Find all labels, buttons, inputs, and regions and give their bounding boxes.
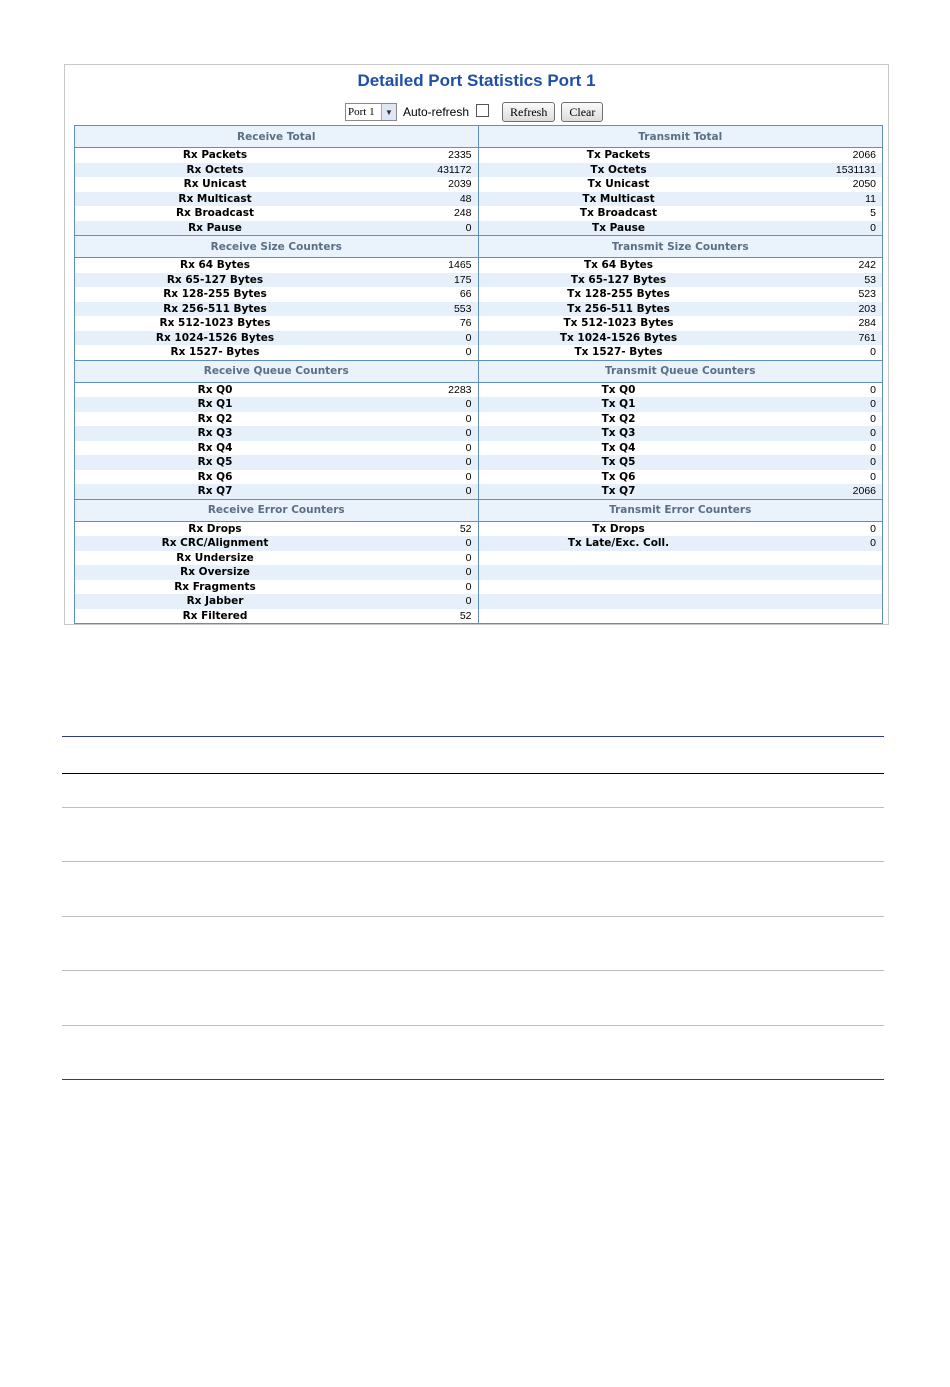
auto-refresh-label: Auto-refresh	[403, 105, 470, 119]
table-row-rule	[62, 916, 884, 917]
stat-label: Rx 64 Bytes	[179, 259, 251, 272]
stat-row	[75, 177, 478, 192]
section-header: Transmit Total	[479, 126, 883, 148]
stat-value: 0	[870, 470, 876, 483]
stat-row	[479, 163, 883, 178]
stat-row	[75, 302, 478, 317]
stat-label: Tx Q7	[601, 485, 636, 498]
refresh-button[interactable]: Refresh	[502, 102, 555, 122]
stat-row	[75, 287, 478, 302]
stat-row	[479, 258, 883, 273]
stat-row	[75, 192, 478, 207]
stat-label: Rx Q7	[197, 485, 233, 498]
stat-row	[479, 455, 883, 470]
stat-label: Tx 1024-1526 Bytes	[559, 331, 678, 344]
stat-label: Tx Drops	[592, 522, 645, 535]
table-top-rule	[62, 736, 884, 737]
transmit-column	[479, 360, 883, 499]
stat-label: Tx Q6	[601, 470, 636, 483]
stat-row	[75, 331, 478, 346]
stat-value: 0	[870, 522, 876, 535]
stat-value: 0	[465, 398, 472, 411]
stats-section	[75, 126, 882, 235]
stat-row	[479, 177, 883, 192]
stat-value: 2066	[852, 149, 876, 162]
stat-value: 0	[465, 537, 472, 550]
stat-label: Tx Late/Exc. Coll.	[567, 537, 670, 550]
stat-row	[479, 331, 883, 346]
stat-label: Tx Broadcast	[579, 207, 658, 220]
stat-row	[479, 273, 883, 288]
stat-value: 0	[870, 383, 876, 396]
stat-value: 553	[453, 302, 472, 315]
stat-row	[479, 441, 883, 456]
stats-section	[75, 235, 882, 360]
auto-refresh-checkbox[interactable]	[476, 104, 489, 117]
stat-row	[75, 484, 478, 499]
stat-value: 242	[858, 259, 876, 272]
section-header: Receive Error Counters	[75, 499, 478, 522]
stat-value: 0	[870, 346, 876, 359]
stat-row	[75, 522, 478, 537]
stat-row	[479, 522, 883, 537]
section-header: Transmit Queue Counters	[479, 360, 883, 383]
port-statistics-table	[74, 125, 883, 624]
stat-label: Rx Q2	[197, 412, 233, 425]
stat-value: 0	[465, 470, 472, 483]
stat-label: Tx 64 Bytes	[583, 259, 654, 272]
stat-value: 2283	[448, 383, 472, 396]
stats-section	[75, 499, 882, 624]
stat-label: Rx Pause	[188, 221, 242, 234]
stat-label: Tx Q1	[601, 398, 636, 411]
stat-row	[479, 397, 883, 412]
table-row-rule	[62, 807, 884, 808]
stat-value: 0	[465, 456, 472, 469]
stat-label: Tx Unicast	[587, 178, 650, 191]
stat-label: Rx Jabber	[186, 595, 244, 608]
stat-value: 1465	[448, 259, 472, 272]
stat-label: Rx 128-255 Bytes	[163, 288, 267, 301]
stat-row	[479, 551, 883, 566]
stat-label: Tx 1527- Bytes	[574, 346, 663, 359]
stat-label: Rx Oversize	[180, 566, 250, 579]
port-select[interactable]	[345, 103, 397, 121]
stat-row	[479, 302, 883, 317]
stat-row	[75, 148, 478, 163]
stat-label: Rx Packets	[182, 149, 248, 162]
section-header: Receive Queue Counters	[75, 360, 478, 383]
stat-row	[479, 221, 883, 236]
stat-label: Tx 512-1023 Bytes	[563, 317, 674, 330]
stat-value: 0	[465, 346, 472, 359]
stat-row	[75, 609, 478, 624]
stat-row	[75, 221, 478, 236]
stat-value: 0	[465, 595, 472, 608]
stat-row	[479, 345, 883, 360]
stat-row	[75, 412, 478, 427]
stat-value: 52	[459, 609, 472, 622]
stat-value: 203	[858, 302, 876, 315]
stat-label: Rx Unicast	[183, 178, 247, 191]
stat-value: 0	[870, 221, 876, 234]
stat-label: Tx Q5	[601, 456, 636, 469]
stat-value: 0	[465, 412, 472, 425]
stat-row	[479, 148, 883, 163]
stat-value: 52	[459, 522, 472, 535]
stat-row	[75, 441, 478, 456]
stat-row	[75, 163, 478, 178]
stat-label: Tx Q0	[601, 383, 636, 396]
receive-column	[75, 126, 479, 235]
stat-row	[75, 383, 478, 398]
stat-row	[479, 383, 883, 398]
stat-value: 0	[465, 580, 472, 593]
stat-row	[479, 316, 883, 331]
stat-row	[479, 484, 883, 499]
document-table	[62, 736, 884, 1082]
stat-value: 284	[858, 317, 876, 330]
controls-bar	[345, 101, 603, 123]
stat-label: Rx Drops	[188, 522, 242, 535]
stat-value: 0	[465, 551, 472, 564]
stat-label: Rx Octets	[186, 163, 244, 176]
stat-value: 0	[465, 566, 472, 579]
stat-row	[75, 594, 478, 609]
stat-value: 66	[459, 288, 472, 301]
stat-label: Rx CRC/Alignment	[161, 537, 269, 550]
section-header: Transmit Size Counters	[479, 235, 883, 258]
stat-label: Rx 65-127 Bytes	[166, 273, 264, 286]
stat-label: Rx 512-1023 Bytes	[159, 317, 271, 330]
section-header: Receive Size Counters	[75, 235, 478, 258]
stat-label: Rx Q1	[197, 398, 233, 411]
stat-row	[479, 580, 883, 595]
stat-value: 761	[858, 331, 876, 344]
stat-value: 431172	[437, 163, 472, 176]
stat-value: 11	[865, 192, 876, 205]
stat-row	[479, 412, 883, 427]
stat-value: 2039	[448, 178, 472, 191]
stat-row	[75, 316, 478, 331]
stat-label: Rx 1024-1526 Bytes	[155, 331, 275, 344]
stat-row	[479, 536, 883, 551]
stat-row	[75, 273, 478, 288]
stat-row	[479, 426, 883, 441]
stat-row	[75, 565, 478, 580]
transmit-column	[479, 126, 883, 235]
stat-row	[479, 192, 883, 207]
stat-label: Tx Q3	[601, 427, 636, 440]
stat-value: 0	[870, 427, 876, 440]
stat-label: Rx Q0	[197, 383, 233, 396]
stat-value: 2066	[852, 485, 876, 498]
transmit-column	[479, 235, 883, 360]
stat-value: 0	[465, 221, 472, 234]
port-select-value: Port 1	[348, 106, 375, 118]
receive-column	[75, 235, 479, 360]
stat-label: Tx Q2	[601, 412, 636, 425]
stat-label: Tx Packets	[586, 149, 651, 162]
stat-label: Tx 128-255 Bytes	[567, 288, 670, 301]
stat-value: 248	[453, 207, 472, 220]
stat-label: Tx Q4	[601, 441, 636, 454]
stat-label: Rx Q6	[197, 470, 233, 483]
stat-value: 0	[870, 537, 876, 550]
table-row-rule	[62, 1025, 884, 1026]
stat-row	[479, 609, 883, 624]
stat-value: 0	[465, 485, 472, 498]
stat-label: Rx 256-511 Bytes	[163, 302, 267, 315]
stat-row	[75, 397, 478, 412]
stat-value: 53	[864, 273, 876, 286]
stat-label: Rx Multicast	[178, 192, 252, 205]
table-header-rule	[62, 773, 884, 774]
stat-label: Rx 1527- Bytes	[170, 346, 260, 359]
stat-value: 0	[465, 441, 472, 454]
stat-label: Rx Broadcast	[175, 207, 255, 220]
stat-label: Tx 65-127 Bytes	[570, 273, 667, 286]
stat-row	[479, 206, 883, 221]
stat-value: 0	[870, 456, 876, 469]
stat-value: 0	[465, 427, 472, 440]
stat-row	[75, 551, 478, 566]
transmit-column	[479, 499, 883, 624]
stat-label: Rx Q3	[197, 427, 233, 440]
chevron-down-icon[interactable]: ▼	[381, 104, 396, 120]
stat-value: 76	[459, 317, 472, 330]
stat-row	[75, 426, 478, 441]
stat-value: 175	[453, 273, 472, 286]
stat-value: 1531131	[835, 163, 876, 176]
stat-row	[75, 206, 478, 221]
stat-row	[75, 470, 478, 485]
stats-section	[75, 360, 882, 499]
stat-label: Rx Fragments	[174, 580, 256, 593]
stat-row	[479, 594, 883, 609]
stat-row	[75, 345, 478, 360]
stat-label: Tx 256-511 Bytes	[567, 302, 670, 315]
stat-row	[479, 287, 883, 302]
stat-row	[479, 470, 883, 485]
page-title: Detailed Port Statistics Port 1	[357, 71, 596, 90]
stat-row	[75, 258, 478, 273]
stat-value: 0	[465, 331, 472, 344]
table-bottom-rule	[62, 1079, 884, 1080]
section-header: Receive Total	[75, 126, 478, 148]
stat-label: Tx Multicast	[582, 192, 655, 205]
section-header: Transmit Error Counters	[479, 499, 883, 522]
stat-row	[479, 565, 883, 580]
table-row-rule	[62, 970, 884, 971]
receive-column	[75, 360, 479, 499]
stat-label: Tx Octets	[590, 163, 647, 176]
stat-row	[75, 580, 478, 595]
stat-label: Rx Filtered	[182, 609, 248, 622]
statistics-panel	[64, 64, 889, 625]
stat-label: Rx Undersize	[176, 551, 254, 564]
stat-value: 5	[870, 207, 876, 220]
stat-value: 2050	[852, 178, 876, 191]
stat-value: 0	[870, 398, 876, 411]
clear-button[interactable]: Clear	[561, 102, 603, 122]
receive-column	[75, 499, 479, 624]
stat-row	[75, 455, 478, 470]
stat-row	[75, 536, 478, 551]
stat-value: 2335	[448, 149, 472, 162]
table-row-rule	[62, 861, 884, 862]
stat-label: Rx Q5	[197, 456, 233, 469]
stat-label: Rx Q4	[197, 441, 233, 454]
stat-value: 0	[870, 441, 876, 454]
stat-value: 0	[870, 412, 876, 425]
stat-value: 523	[858, 288, 876, 301]
stat-value: 48	[459, 192, 472, 205]
stat-label: Tx Pause	[592, 221, 645, 234]
